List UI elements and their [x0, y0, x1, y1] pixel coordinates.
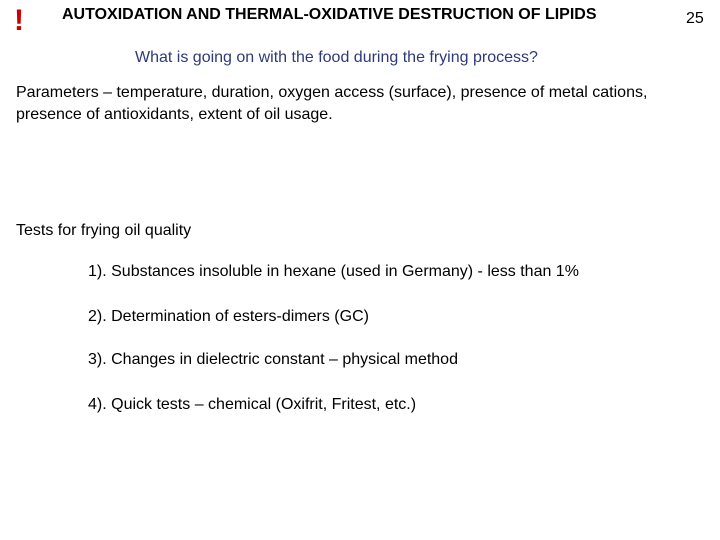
test-item-4: 4). Quick tests – chemical (Oxifrit, Fritest, etc.) — [88, 396, 417, 413]
test-item-2: 2). Determination of esters-dimers (GC) — [88, 308, 369, 325]
parameters-paragraph: Parameters – temperature, duration, oxygen access (surface), presence of metal cations, presence of antioxidants, extent of oil usage. — [16, 84, 648, 123]
test-item-3: 3). Changes in dielectric constant – physical method — [88, 351, 458, 368]
exclamation-icon: ! — [14, 4, 24, 37]
test-item-1: 1). Substances insoluble in hexane (used in Germany) - less than 1% — [88, 263, 579, 280]
slide-title: AUTOXIDATION AND THERMAL-OXIDATIVE DESTRUCTION OF LIPIDS — [62, 6, 597, 23]
subtitle-question: What is going on with the food during the frying process? — [135, 49, 538, 66]
page-number: 25 — [686, 10, 704, 27]
tests-heading: Tests for frying oil quality — [16, 222, 192, 239]
